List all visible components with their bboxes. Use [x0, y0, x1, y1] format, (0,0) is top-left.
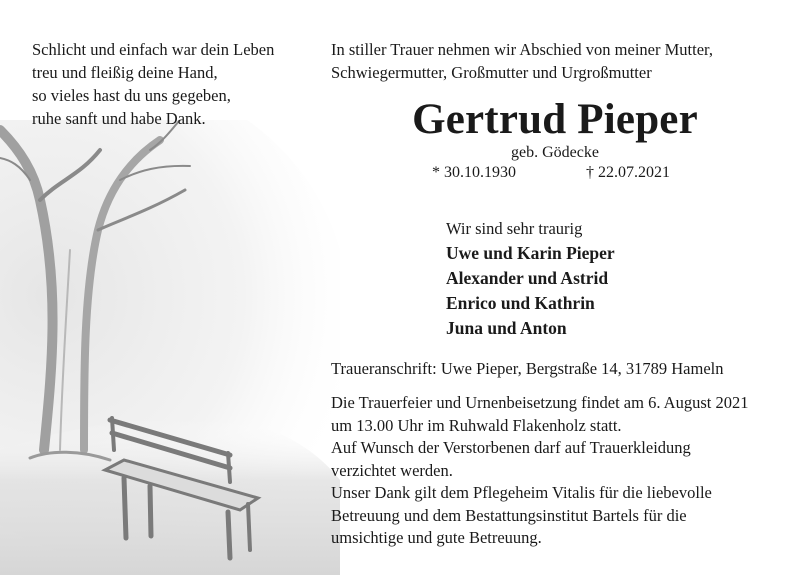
poem-line: ruhe sanft und habe Dank. — [32, 109, 206, 128]
poem-line: so vieles hast du uns gegeben, — [32, 86, 231, 105]
funeral-notice — [331, 392, 781, 550]
notice-line: Betreuung und dem Bestattungsinstitut Bartels für die — [331, 505, 687, 525]
mourners-list — [446, 217, 746, 341]
notice-line: um 13.00 Uhr im Ruhwald Flakenholz statt. — [331, 415, 622, 435]
notice-line: umsichtige und gute Betreuung. — [331, 528, 542, 547]
intro-text — [331, 38, 771, 84]
notice-line: verzichtet werden. — [331, 460, 453, 480]
mourner-family: Juna und Anton — [446, 318, 567, 338]
intro-line: Schwiegermutter, Großmutter und Urgroßmutter — [331, 63, 652, 82]
mourning-address: Traueranschrift: Uwe Pieper, Bergstraße 14, 31789 Hameln — [331, 359, 724, 378]
deceased-name: Gertrud Pieper — [412, 96, 698, 143]
mourners-label: Wir sind sehr traurig — [446, 219, 583, 238]
poem-line: treu und fleißig deine Hand, — [32, 63, 218, 82]
poem — [32, 38, 312, 130]
maiden-name: geb. Gödecke — [511, 144, 599, 161]
notice-line: Die Trauerfeier und Urnenbeisetzung findet am 6. August 2021 — [331, 393, 749, 412]
intro-line: In stiller Trauer nehmen wir Abschied von meiner Mutter, — [331, 40, 713, 59]
poem-line: Schlicht und einfach war dein Leben — [32, 40, 275, 59]
notice-line: Unser Dank gilt dem Pflegeheim Vitalis für die liebevolle — [331, 483, 712, 502]
mourner-family: Uwe und Karin Pieper — [446, 243, 615, 263]
birth-date: * 30.10.1930 — [432, 164, 516, 181]
death-date: † 22.07.2021 — [586, 164, 670, 181]
tree-and-bench-illustration — [0, 120, 340, 575]
mourner-family: Alexander und Astrid — [446, 268, 609, 288]
mourner-family: Enrico und Kathrin — [446, 293, 595, 313]
notice-line: Auf Wunsch der Verstorbenen darf auf Trauerkleidung — [331, 438, 691, 457]
